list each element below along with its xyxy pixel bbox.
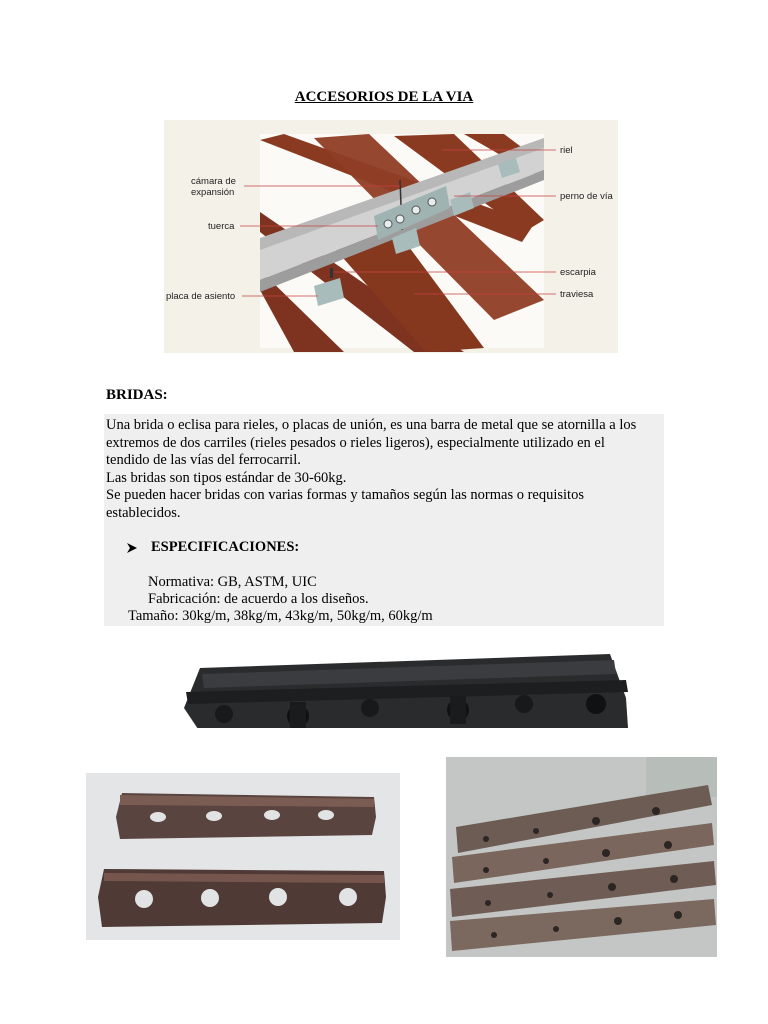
spec-item: Fabricación: de acuerdo a los diseños. (148, 591, 369, 607)
fishplate-photo-graphic (180, 648, 630, 740)
arrow-bullet-icon (126, 542, 138, 554)
label-placa-asiento: placa de asiento (166, 291, 236, 302)
label-traviesa: traviesa (560, 289, 594, 300)
spec-item: Tamaño: 30kg/m, 38kg/m, 43kg/m, 50kg/m, 60kg/m (128, 608, 433, 624)
track-illustration (164, 120, 618, 353)
photo-stacked-fishplates (446, 757, 717, 957)
section-heading-bridas: BRIDAS: (106, 387, 168, 403)
label-camara-expansion (191, 176, 236, 198)
label-escarpia: escarpia (560, 267, 596, 278)
two-fishplates-graphic (86, 773, 400, 940)
paragraph-line: Se pueden hacer bridas con varias formas y tamaños según las normas o requisitos (106, 487, 584, 503)
label-camara-line2: expansión (191, 187, 235, 198)
paragraph-line: establecidos. (106, 504, 181, 521)
label-riel: riel (560, 145, 573, 156)
paragraph-line: Las bridas son tipos estándar de 30-60kg. (106, 469, 347, 486)
paragraph-line: Una brida o eclisa para rieles, o placas de unión, es una barra de metal que se atornilla a los (106, 417, 637, 433)
specs-heading-text: ESPECIFICACIONES: (151, 539, 300, 555)
track-accessories-diagram (164, 120, 618, 353)
specs-list (128, 574, 433, 625)
specs-heading (126, 539, 299, 556)
paragraph-line: extremos de dos carriles (rieles pesados o rieles ligeros), especialmente utilizado en el (106, 434, 605, 451)
photo-black-fishplate (180, 648, 630, 740)
label-perno-via: perno de vía (560, 191, 613, 202)
stacked-fishplates-graphic (446, 757, 717, 957)
paragraph-line: tendido de las vías del ferrocarril. (106, 452, 301, 468)
label-tuerca: tuerca (208, 221, 235, 232)
spec-item: Normativa: GB, ASTM, UIC (148, 574, 317, 590)
photo-two-fishplates (86, 773, 400, 940)
label-camara-line1: cámara de (191, 176, 236, 187)
bridas-paragraph (106, 417, 662, 522)
bridas-text-block (104, 414, 664, 626)
page-title: ACCESORIOS DE LA VIA (294, 89, 474, 105)
